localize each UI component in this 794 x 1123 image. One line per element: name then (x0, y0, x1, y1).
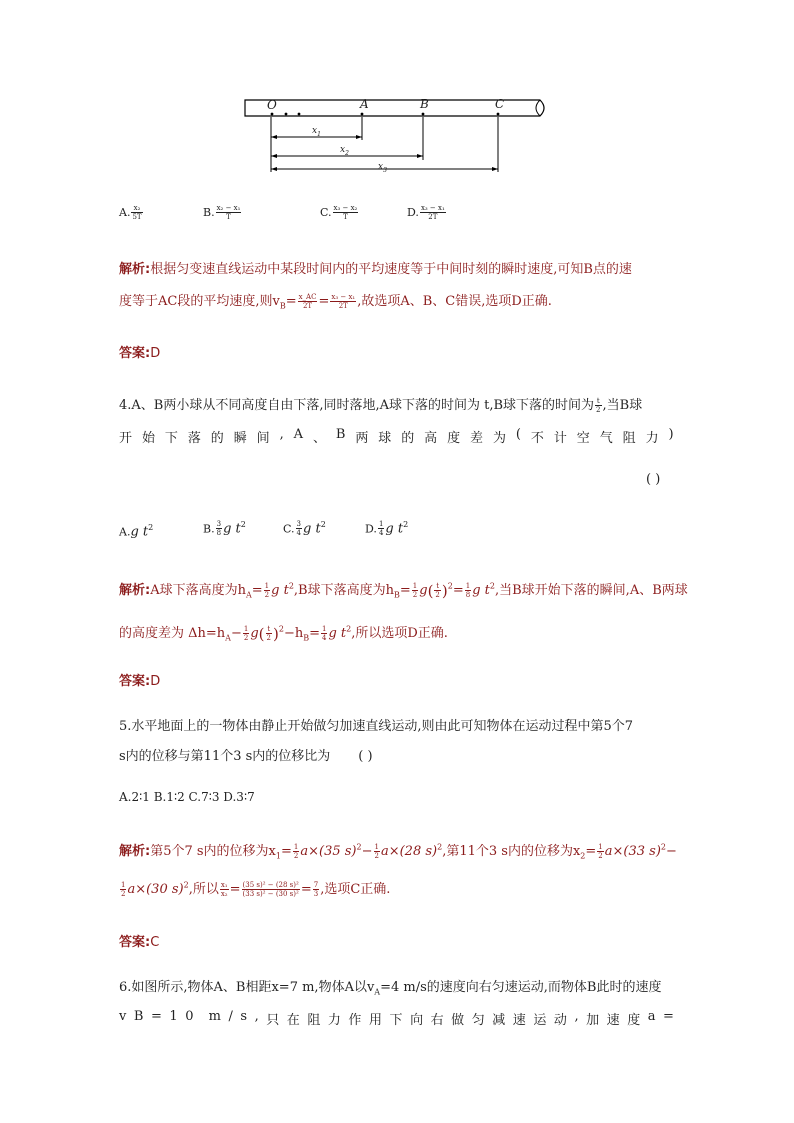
q4-line2-char: 始 (141, 431, 155, 446)
q4-line1: 4.A、B两小球从不同高度自由下落,同时落地,A球下落的时间为 t,B球下落的时间为 $\frac{t}{2}$ ,当B球 (119, 397, 643, 414)
label-o: O (267, 98, 277, 112)
q6-line2-char: 阻 (307, 1013, 321, 1028)
q6-line2-char: 右 (430, 1013, 444, 1028)
q4-line2-char: 球 (378, 431, 392, 446)
q4-analysis-line2: 的高度差为 $\Delta h=h_A-$ $\frac{1}{2}$ g( $\frac{t}{2}$ )$^2-h_B=$ $\frac{1}{4}$ g $t^2$,所以选项D正确. (119, 624, 448, 643)
q3-option-b: B. $\frac{\text{x₂ − x₁}}{T}$ (203, 204, 241, 221)
q5-line1: 5.水平地面上的一物体由静止开始做匀加速直线运动,则由此可知物体在运动过程中第5个7 (119, 719, 634, 734)
q4-line2-char: 计 (553, 431, 567, 446)
q4-line2-char: A (293, 427, 304, 442)
q4-line2-char: 下 (164, 431, 178, 446)
q3-answer: 答案:D (119, 346, 161, 361)
q4-line2-char: 的 (401, 431, 415, 446)
q5-analysis-line2: $\frac{1}{2}$ a×(30 s)$^2$,所以 $\frac{\text{x₁}}{\text{x₂}}$ = $\frac{\text{(35 s)² − (28 s)²}}{\text{(33 s)² − (30 s)²}}$ = $\frac{7}{3}$ ,选项C正确. (121, 880, 391, 898)
q4-line2-char: 度 (447, 431, 461, 446)
q6-line2-char: 加 (586, 1013, 600, 1028)
q4-line2-char: 不 (530, 431, 544, 446)
q6-line2-char: a (647, 1009, 656, 1024)
q4-line2-char: ) (668, 427, 674, 442)
q6-line2-char: 力 (327, 1013, 341, 1028)
q6-line2-char: 做 (451, 1013, 465, 1028)
q3-analysis-line1: 解析:根据匀变速直线运动中某段时间内的平均速度等于中间时刻的瞬时速度,可知B点的速 (119, 262, 632, 277)
q3-analysis-line2: 度等于AC段的平均速度,则$v_B=$ $\frac{x\_AC}{2T}$ = $\frac{\text{x₃ − x₁}}{2T}$ ,故选项A、B、C错误,选项D正确. (119, 293, 552, 311)
q6-line2-char: 减 (492, 1013, 506, 1028)
q4-line2-char: 两 (355, 431, 369, 446)
q6-line2-char: 用 (368, 1013, 382, 1028)
q6-line2-char: 运 (533, 1013, 547, 1028)
label-b: B (420, 97, 429, 111)
q4-line2-char: , (279, 427, 284, 442)
q6-line2-char: v (119, 1009, 127, 1024)
dot (271, 113, 274, 116)
q6-line2-char: , (574, 1009, 579, 1024)
q6-line2-char: 1 (169, 1009, 178, 1024)
q5-options: A.2∶1 B.1∶2 C.7∶3 D.3∶7 (119, 790, 255, 804)
q4-line2 (119, 427, 674, 446)
q6-line2-char: , (254, 1009, 259, 1024)
q6-line2-char: 匀 (471, 1013, 485, 1028)
q4-line2-char: 高 (424, 431, 438, 446)
q5-answer: 答案:C (119, 935, 160, 950)
dot-c (497, 113, 500, 116)
q3-option-d: D. $\frac{\text{x₃ − x₁}}{2T}$ (407, 204, 445, 221)
q6-line2-char: 度 (627, 1013, 641, 1028)
label-x3: $x_3$ (378, 162, 387, 174)
q4-line2-char: 阻 (622, 431, 636, 446)
q4-option-c: C. $\frac{3}{4}$ g $t^2$ (283, 520, 326, 538)
q6-line1: 6.如图所示,物体A、B相距x=7 m,物体A以$v_A=4$ m/s的速度向右匀速运动,而物体B此时的速度 (119, 980, 662, 997)
q6-line2-char: 作 (348, 1013, 362, 1028)
label-c: C (495, 97, 505, 111)
q6-line2-char: B (133, 1009, 144, 1024)
q4-line2-char: 瞬 (233, 431, 247, 446)
q3-option-a: A. $\frac{\text{x₂}}{5T}$ (119, 204, 142, 221)
ruler-diagram (240, 96, 550, 180)
q4-paren: ( ) (646, 472, 661, 487)
q6-line2-char: / (228, 1009, 233, 1024)
q6-line2-char: 只 (266, 1013, 280, 1028)
q4-line2-char: 力 (645, 431, 659, 446)
q6-line2-char: 动 (553, 1013, 567, 1028)
q4-option-b: B. $\frac{3}{8}$ g $t^2$ (203, 520, 246, 538)
label-x1: $x_1$ (312, 126, 321, 138)
q4-line2-char: 开 (119, 431, 133, 446)
q4-line2-char: 为 (492, 431, 506, 446)
dot-a (361, 113, 364, 116)
q4-line2-char: 气 (599, 431, 613, 446)
q5-analysis-line1: 解析:第5个7 s内的位移为$x_1=$ $\frac{1}{2}$ a×(35 s)$^2$− $\frac{1}{2}$ a×(28 s)$^2$,第11个3 s内的位移为$x_2=$ $\frac{1}{2}$ a×(33 s)$^2$− (119, 842, 677, 861)
q6-line2-char: 向 (410, 1013, 424, 1028)
q6-line2 (119, 1009, 674, 1028)
dot-b (422, 113, 425, 116)
q6-line2-char: 下 (389, 1013, 403, 1028)
q4-line2-char: 的 (210, 431, 224, 446)
dot (285, 113, 288, 116)
q4-line2-char: 间 (256, 431, 270, 446)
q6-line2-char: 速 (512, 1013, 526, 1028)
label-a: A (360, 97, 369, 111)
q4-line2-char: 差 (470, 431, 484, 446)
q4-analysis-line1: 解析:A球下落高度为$h_A=$ $\frac{1}{2}$ g $t^2,B$球下落高度为$h_B=$ $\frac{1}{2}$ g( $\frac{t}{2}$ )$^2$= $\frac{1}{8}$ g $t^2$,当B球开始下落的瞬间,A、B两球 (119, 581, 688, 600)
label-x2: $x_2$ (340, 145, 349, 157)
q4-option-a: A.g $t^2$ (119, 523, 154, 540)
q5-line2: s内的位移与第11个3 s内的位移比为 ( ) (119, 749, 373, 764)
q6-line2-char: = (663, 1009, 674, 1024)
q3-option-c: C. $\frac{\text{x₃ − x₂}}{T}$ (320, 204, 358, 221)
q4-line2-char: 、 (312, 431, 326, 446)
q6-line2-char: = (150, 1009, 162, 1024)
q6-line2-char: 0 (185, 1009, 194, 1024)
tape-end-curl (536, 100, 540, 116)
q4-option-d: D. $\frac{1}{4}$ g $t^2$ (365, 520, 409, 538)
q6-line2-char: 速 (606, 1013, 620, 1028)
dot (298, 113, 301, 116)
q6-line2-char: s (240, 1009, 248, 1024)
q4-answer: 答案:D (119, 674, 161, 689)
q4-line2-char: 落 (187, 431, 201, 446)
q6-line2-char: 在 (286, 1013, 300, 1028)
q6-line2-char: m (208, 1009, 221, 1024)
q4-line2-char: B (335, 427, 346, 442)
q4-line2-char: 空 (576, 431, 590, 446)
q4-line2-char: ( (515, 427, 521, 442)
